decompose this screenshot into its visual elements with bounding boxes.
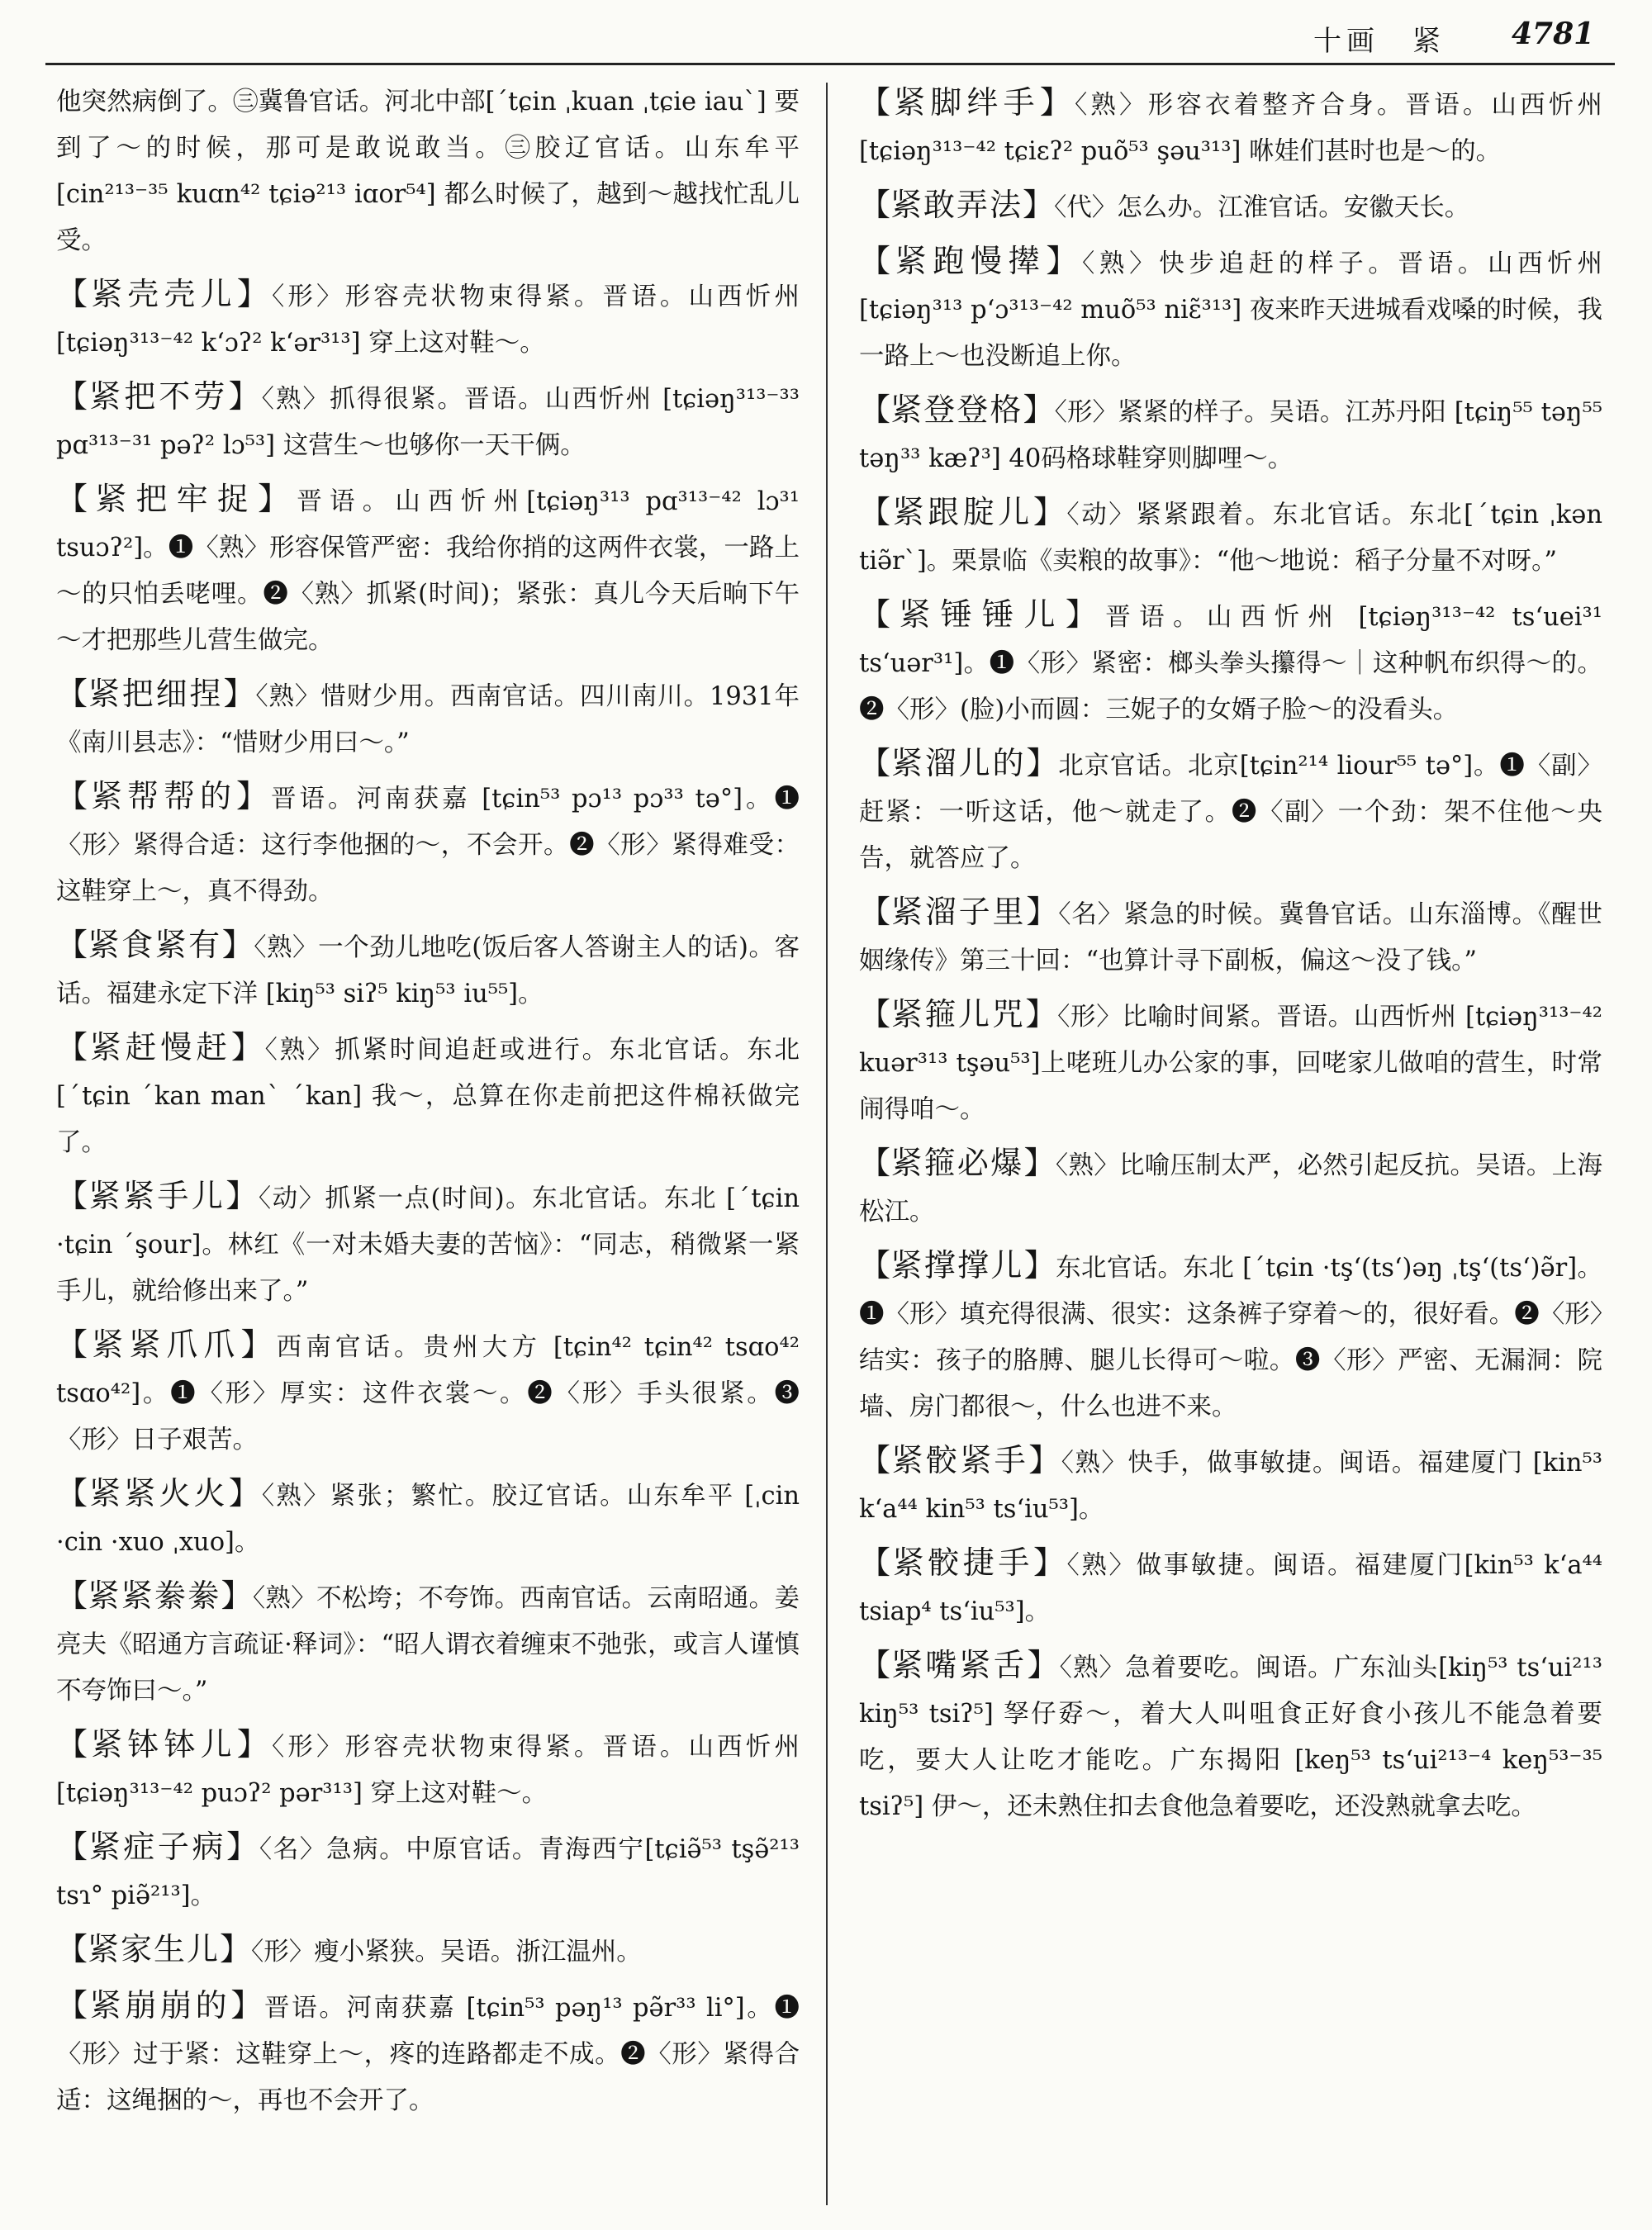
dictionary-entry: [859, 1540, 1602, 1635]
entry-definition: 〈动〉抓紧一点(时间)。东北官话。东北 [ˊtɕin ·tɕin ˊşour]。林红《一对未婚夫妻的苦恼》：“同志，稍微紧一紧手儿，就给修出来了。”: [56, 1184, 800, 1306]
entry-headword: 紧骹捷手: [892, 1544, 1033, 1581]
dictionary-entry: [859, 1437, 1602, 1533]
left-bracket: 【: [859, 1145, 891, 1181]
right-bracket: 】: [240, 1326, 277, 1363]
left-bracket: 【: [859, 1647, 892, 1683]
right-bracket: 】: [1023, 391, 1055, 428]
entry-headword: 紧赶慢赶: [89, 1029, 231, 1065]
left-column: [56, 79, 800, 2131]
entry-headword: 紧锤锤儿: [899, 596, 1066, 633]
entry-definition: 晋语。河南获嘉 [tɕin⁵³ pəŋ¹³ pə̃r³³ li°]。❶〈形〉过于紧：这鞋穿上～，疼的连路都走不成。❷〈形〉紧得合适：这绳捆的～，再也不会开了。: [56, 1994, 800, 2115]
dictionary-entry: [859, 1242, 1602, 1431]
entry-definition: 他突然病倒了。㊂冀鲁官话。河北中部[ˊtɕin ˌkuan ˌtɕie iauˋ] 要到了～的时候，那可是敢说敢当。㊂胶辽官话。山东牟平 [cin²¹³⁻³⁵ kuɑn⁴² tɕiə²¹³ iɑor⁵⁴] 都么时候了，越到～越找忙乱儿受。: [56, 88, 800, 255]
left-bracket: 【: [859, 494, 893, 530]
entry-definition: 〈熟〉惜财少用。西南官话。四川南川。1931年《南川县志》：“惜财少用曰～。”: [56, 682, 800, 757]
entry-headword: 紧把细捏: [88, 676, 224, 712]
dictionary-entry: [56, 1173, 800, 1315]
right-bracket: 】: [221, 1578, 253, 1614]
entry-definition: 〈形〉瘦小紧狭。吴语。浙江温州。: [251, 1938, 642, 1967]
entry-headword: 紧紧手儿: [88, 1178, 226, 1214]
entry-headword: 紧嘴紧舌: [891, 1647, 1028, 1683]
left-bracket: 【: [56, 276, 92, 312]
entry-headword: 紧敢弄法: [890, 187, 1023, 223]
entry-headword: 紧骹紧手: [891, 1442, 1029, 1478]
right-bracket: 】: [1025, 996, 1058, 1032]
dictionary-entry: [56, 773, 800, 915]
entry-definition: 〈名〉急病。中原官话。青海西宁[tɕiə̃⁵³ tşə̃²¹³ tsɿ° piə̃²¹³]。: [56, 1835, 800, 1910]
entry-definition: 〈熟〉紧张；繁忙。胶辽官话。山东牟平 [ˌcin ·cin ·xuo ˌxuo]。: [56, 1482, 800, 1557]
entry-headword: 紧家生儿: [88, 1931, 221, 1967]
right-bracket: 】: [220, 1931, 252, 1967]
entry-headword: 紧紧火火: [89, 1475, 229, 1511]
right-bracket: 】: [230, 1987, 265, 2024]
right-bracket: 】: [223, 676, 256, 712]
left-bracket: 【: [56, 1987, 90, 2024]
entry-definition: 〈形〉比喻时间紧。晋语。山西忻州 [tɕiəŋ³¹³⁻⁴² kuər³¹³ tşəu⁵³]上咾班儿办公家的事，回咾家儿做咱的营生，时常闹得咱～。: [859, 1003, 1602, 1124]
dictionary-entry: [56, 1982, 800, 2124]
entry-definition: 〈熟〉比喻压制太严，必然引起反抗。吴语。上海松江。: [859, 1151, 1602, 1226]
dictionary-entry: [859, 79, 1602, 175]
dictionary-entry: [859, 387, 1602, 482]
entry-definition: 〈熟〉不松垮；不夸饰。西南官话。云南昭通。姜亮夫《昭通方言疏证·释词》：“昭人谓衣着缠束不弛张，或言人谨慎不夸饰曰～。”: [56, 1584, 800, 1706]
guide-character: 紧: [1412, 25, 1441, 58]
left-bracket: 【: [56, 1726, 92, 1763]
left-bracket: 【: [859, 1544, 893, 1581]
left-bracket: 【: [56, 1931, 88, 1967]
entry-definition: 〈动〉紧紧跟着。东北官话。东北[ˊtɕin ˌkən tiə̃rˋ]。栗景临《卖粮的故事》：“他～地说：稻子分量不对呀。”: [859, 501, 1602, 576]
left-bracket: 【: [859, 894, 891, 930]
right-bracket: 】: [228, 1475, 262, 1511]
entry-headword: 紧溜儿的: [890, 745, 1027, 781]
dictionary-entry: [859, 889, 1602, 985]
left-bracket: 【: [859, 243, 895, 279]
dictionary-entry: [56, 1470, 800, 1566]
left-bracket: 【: [56, 676, 88, 712]
dictionary-entry: [859, 740, 1602, 882]
dictionary-entry: [56, 373, 800, 469]
entry-definition: 〈熟〉一个劲儿地吃(饭后客人答谢主人的话)。客话。福建永定下洋 [kiŋ⁵³ siʔ⁵ kiŋ⁵³ iu⁵⁵]。: [56, 933, 800, 1008]
right-bracket: 】: [258, 481, 297, 517]
entry-headword: 紧撑撑儿: [890, 1247, 1024, 1283]
entry-definition: 〈熟〉快手，做事敏捷。闽语。福建厦门 [kin⁵³ kʻa⁴⁴ kin⁵³ tsʻiu⁵³]。: [859, 1449, 1602, 1524]
left-bracket: 【: [859, 1442, 892, 1478]
left-bracket: 【: [56, 1578, 88, 1614]
right-bracket: 】: [1032, 494, 1067, 530]
entry-definition: 北京官话。北京[tɕin²¹⁴ liour⁵⁵ tə°]。❶〈副〉赶紧：一听这话，他～就走了。❷〈副〉一个劲：架不住他～央告，就答应了。: [859, 752, 1602, 873]
entry-definition: 〈形〉形容壳状物束得紧。晋语。山西忻州 [tɕiəŋ³¹³⁻⁴² kʻɔʔ² kʻər³¹³] 穿上这对鞋～。: [56, 282, 800, 358]
right-bracket: 】: [1046, 243, 1082, 279]
right-bracket: 】: [236, 276, 272, 312]
right-bracket: 】: [228, 378, 262, 415]
column-divider: [826, 83, 828, 2205]
left-bracket: 【: [859, 187, 891, 223]
entry-headword: 紧箍儿咒: [890, 996, 1026, 1032]
page-number: 4781: [1512, 17, 1595, 51]
right-bracket: 】: [1039, 84, 1075, 121]
right-bracket: 】: [230, 1029, 265, 1065]
dictionary-entry: [56, 1024, 800, 1166]
dictionary-entry: [859, 1642, 1602, 1830]
entry-headword: 紧壳壳儿: [91, 276, 237, 312]
left-bracket: 【: [56, 1326, 93, 1363]
dictionary-entry: [56, 922, 800, 1018]
dictionary-entry: [56, 1573, 800, 1715]
entry-definition: 晋语。山西忻州[tɕiəŋ³¹³ pɑ³¹³⁻⁴² lɔ³¹ tsuɔʔ²]。❶〈熟〉形容保管严密：我给你捎的这两件衣裳，一路上～的只怕丢咾哩。❷〈熟〉抓紧(时间)；紧张：真儿今天后晌下午～才把那些儿营生做完。: [56, 487, 800, 655]
right-bracket: 】: [236, 778, 272, 814]
dictionary-entry: [859, 182, 1602, 231]
right-bracket: 】: [1028, 1442, 1061, 1478]
right-bracket: 】: [1065, 596, 1106, 633]
entry-definition: 东北官话。东北 [ˊtɕin ·tşʻ(tsʻ)əŋ ˌtşʻ(tsʻ)ə̃r]。❶〈形〉填充得很满、很实：这条裤子穿着～的，很好看。❷〈形〉结实：孩子的胳膊、腿儿长得可～啦。❸〈形〉严密、无漏洞：院墙、房门都很～，什么也进不来。: [859, 1254, 1602, 1421]
entry-headword: 紧钵钵儿: [91, 1726, 237, 1763]
right-bracket: 】: [221, 927, 254, 963]
entry-definition: 〈熟〉快步追赶的样子。晋语。山西忻州 [tɕiəŋ³¹³ pʻɔ³¹³⁻⁴² muõ⁵³ niɛ̃³¹³] 夜来昨天进城看戏嗓的时候，我一路上～也没断追上你。: [859, 249, 1602, 371]
entry-definition: 晋语。山西忻州 [tɕiəŋ³¹³⁻⁴² tsʻuei³¹ tsʻuər³¹]。❶〈形〉紧密：榔头拳头攥得～｜这种帆布织得～的。❷〈形〉(脸)小而圆：三妮子的女婿子脸～的没看头。: [859, 603, 1602, 724]
dictionary-entry: [56, 476, 800, 664]
entry-definition: 〈形〉紧紧的样子。吴语。江苏丹阳 [tɕiŋ⁵⁵ təŋ⁵⁵ təŋ³³ kæʔ³] 40码格球鞋穿则脚哩～。: [859, 398, 1602, 473]
right-bracket: 】: [236, 1726, 272, 1763]
left-bracket: 【: [859, 596, 900, 633]
entry-definition: 〈代〉怎么办。江淮官话。安徽天长。: [1054, 193, 1470, 222]
left-bracket: 【: [859, 996, 891, 1032]
left-bracket: 【: [56, 778, 92, 814]
entry-headword: 紧紧爪爪: [92, 1326, 241, 1363]
left-bracket: 【: [859, 745, 891, 781]
entry-headword: 紧症子病: [88, 1829, 227, 1865]
right-bracket: 】: [226, 1829, 259, 1865]
right-bracket: 】: [1023, 1247, 1056, 1283]
dictionary-entry: [56, 1824, 800, 1919]
dictionary-entry: [859, 238, 1602, 380]
entry-headword: 紧紧絭絭: [88, 1578, 221, 1614]
dictionary-entry: [56, 1321, 800, 1464]
left-bracket: 【: [56, 927, 88, 963]
entry-definition: 晋语。河南获嘉 [tɕin⁵³ pɔ¹³ pɔ³³ tə°]。❶〈形〉紧得合适：这行李他捆的～，不会开。❷〈形〉紧得难受：这鞋穿上～，真不得劲。: [56, 785, 800, 906]
left-bracket: 【: [56, 378, 90, 415]
dictionary-entry: [859, 991, 1602, 1133]
left-bracket: 【: [56, 1475, 90, 1511]
right-column: [859, 79, 1602, 1837]
entry-headword: 紧把不劳: [89, 378, 229, 415]
entry-definition: 〈熟〉形容衣着整齐合身。晋语。山西忻州 [tɕiəŋ³¹³⁻⁴² tɕiɛʔ² puõ⁵³ şəu³¹³] 咻娃们甚时也是～的。: [859, 91, 1602, 166]
dictionary-entry: [56, 671, 800, 766]
entry-definition: 西南官话。贵州大方 [tɕin⁴² tɕin⁴² tsɑo⁴² tsɑo⁴²]。❶〈形〉厚实：这件衣裳～。❷〈形〉手头很紧。❸〈形〉日子艰苦。: [56, 1333, 800, 1454]
entry-headword: 紧跑慢撵: [895, 243, 1047, 279]
left-bracket: 【: [859, 84, 895, 121]
dictionary-entry: [56, 79, 800, 264]
entry-definition: 〈熟〉急着要吃。闽语。广东汕头[kiŋ⁵³ tsʻui²¹³ kiŋ⁵³ tsiʔ⁵] 孥仔孬～，着大人叫咀食正好食小孩儿不能急着要吃，要大人让吃才能吃。广东揭阳 [keŋ⁵³ tsʻui²¹³⁻⁴ keŋ⁵³⁻³⁵ tsiʔ⁵] 伊～，还未熟住扣去食他急着要吃，还没熟就拿去吃。: [859, 1654, 1602, 1821]
entry-definition: 〈形〉形容壳状物束得紧。晋语。山西忻州 [tɕiəŋ³¹³⁻⁴² puɔʔ² pər³¹³] 穿上这对鞋～。: [56, 1733, 800, 1808]
entry-headword: 紧溜子里: [890, 894, 1027, 930]
right-bracket: 】: [225, 1178, 259, 1214]
entry-headword: 紧跟腚儿: [892, 494, 1033, 530]
dictionary-entry: [859, 1140, 1602, 1236]
entry-definition: 〈熟〉抓得很紧。晋语。山西忻州 [tɕiəŋ³¹³⁻³³ pɑ³¹³⁻³¹ pəʔ² lɔ⁵³] 这营生～也够你一天干俩。: [56, 385, 800, 460]
left-bracket: 【: [56, 481, 96, 517]
left-bracket: 【: [56, 1178, 89, 1214]
entry-definition: 〈名〉紧急的时候。冀鲁官话。山东淄博。《醒世姻缘传》第三十回：“也算计寻下副板，偏这～没了钱。”: [859, 900, 1602, 975]
right-bracket: 】: [1026, 745, 1059, 781]
header-rule: [45, 63, 1615, 65]
left-bracket: 【: [859, 391, 891, 428]
entry-headword: 紧脚绊手: [894, 84, 1040, 121]
entry-definition: 〈熟〉做事敏捷。闽语。福建厦门[kin⁵³ kʻa⁴⁴ tsiap⁴ tsʻiu⁵³]。: [859, 1551, 1602, 1626]
dictionary-entry: [56, 1926, 800, 1976]
right-bracket: 】: [1023, 1145, 1056, 1181]
entry-headword: 紧登登格: [890, 391, 1023, 428]
section-label: 十画: [1313, 25, 1379, 58]
dictionary-entry: [859, 489, 1602, 585]
entry-headword: 紧箍必爆: [890, 1145, 1024, 1181]
right-bracket: 】: [1032, 1544, 1067, 1581]
entry-headword: 紧食紧有: [88, 927, 222, 963]
right-bracket: 】: [1026, 894, 1059, 930]
right-bracket: 】: [1027, 1647, 1060, 1683]
dictionary-entry: [56, 1721, 800, 1817]
entry-definition: 〈熟〉抓紧时间追赶或进行。东北官话。东北 [ˊtɕin ˊkan manˋ ˊkan] 我～，总算在你走前把这件棉袄做完了。: [56, 1036, 800, 1157]
dictionary-entry: [859, 591, 1602, 733]
dictionary-entry: [56, 271, 800, 367]
entry-headword: 紧崩崩的: [89, 1987, 231, 2024]
left-bracket: 【: [56, 1829, 89, 1865]
left-bracket: 【: [56, 1029, 90, 1065]
entry-headword: 紧帮帮的: [91, 778, 237, 814]
entry-headword: 紧把牢捉: [95, 481, 259, 517]
right-bracket: 】: [1023, 187, 1055, 223]
left-bracket: 【: [859, 1247, 891, 1283]
